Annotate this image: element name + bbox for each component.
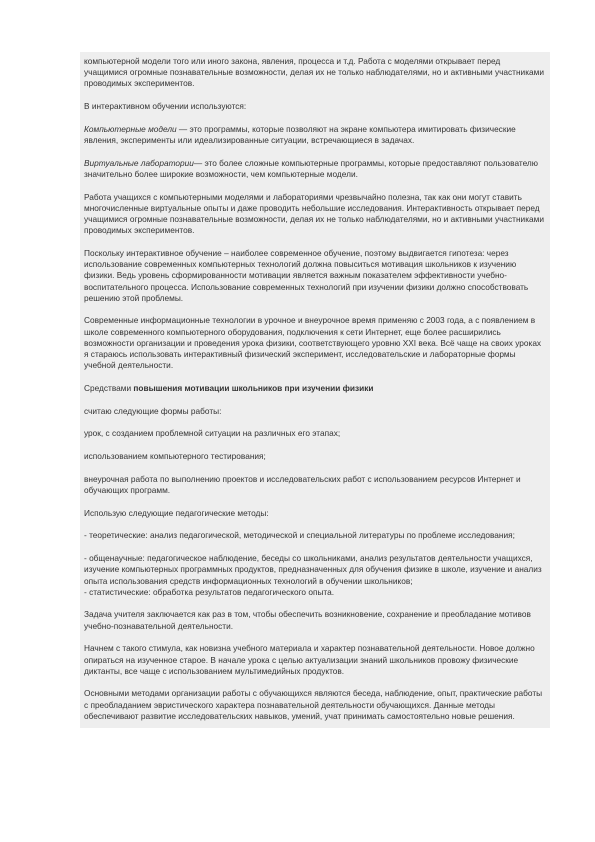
paragraph: считаю следующие формы работы: <box>84 405 222 416</box>
paragraph-definition <box>84 158 546 180</box>
paragraph: - общенаучные: педагогическое наблюдение, беседы со школьниками, анализ результатов деятельности учащихся, изучение компьютерных программных продуктов, предназначенных для обучения физике в школе, изучение и анализ опыта использования средств информационных технологий в обучении школьников; <box>84 553 542 586</box>
paragraph: - статистические: обработка результатов педагогического опыта. <box>84 586 335 597</box>
heading-bold: повышения мотивации школьников при изучении физики <box>133 382 374 393</box>
term-virtual-labs: Виртуальные лаборатории <box>84 157 194 168</box>
paragraph: внеурочная работа по выполнению проектов и исследовательских работ с использованием ресурсов Интернет и обучающих программ. <box>84 473 521 495</box>
paragraph: Работа учащихся с компьютерными моделями и лабораториями чрезвычайно полезна, так как они могут ставить многочисленные виртуальные опыты и даже проводить небольшие исследования. Интерактивность открывает перед учащимися огромные познавательные возможности, делая их не только наблюдателями, но и активными участниками проводимых экспериментов. <box>84 191 544 236</box>
term-computer-models: Компьютерные модели <box>84 123 177 134</box>
paragraph: В интерактивном обучении используются: <box>84 101 247 112</box>
paragraph: Использую следующие педагогические методы: <box>84 507 269 518</box>
paragraph: урок, с созданием проблемной ситуации на различных его этапах; <box>84 428 341 439</box>
definition-text: — это более сложные компьютерные программы, которые предоставляют пользователю значительно более широкие возможности, чем компьютерные модели. <box>84 157 538 179</box>
paragraph: Основными методами организации работы с обучающихся являются беседа, наблюдение, опыт, практические работы с преобладанием эвристического характера познавательной деятельности обучающихся. Данные методы обеспечивают развитие исследовательских навыков, умений, учат принимать самостоятельно новые решения. <box>84 688 543 721</box>
document-body <box>80 52 550 728</box>
paragraph: - теоретические: анализ педагогической, методической и специальной литературы по проблеме исследования; <box>84 530 515 541</box>
paragraph: Начнем с такого стимула, как новизна учебного материала и характер познавательной деятельности. Новое должно опираться на изученное старое. В начале урока с целью актуализации знаний школьников провожу физические диктанты, все чаще с использованием мультимедийных продуктов. <box>84 643 535 676</box>
heading-lead: Средствами <box>84 382 134 393</box>
paragraph: использованием компьютерного тестирования; <box>84 451 266 462</box>
paragraph-definition <box>84 124 546 146</box>
paragraph: компьютерной модели того или иного закона, явления, процесса и т.д. Работа с моделями открывает перед учащимися огромные познавательные возможности, делая их не только наблюдателями, но и активными участниками проводимых экспериментов. <box>84 56 544 89</box>
paragraph-heading <box>84 383 546 394</box>
definition-text: — это программы, которые позволяют на экране компьютера имитировать физические явления, эксперименты или идеализированные ситуации, встречающиеся в задачах. <box>84 123 516 146</box>
paragraph: Задача учителя заключается как раз в том, чтобы обеспечить возникновение, сохранение и преобладание мотивов учебно-познавательной деятельности. <box>84 609 531 631</box>
paragraph: Современные информационные технологии в урочное и внеурочное время применяю с 2003 года, а с появлением в школе современного компьютерного оборудования, подключения к сети Интернет, еще более расширились возможности организации и проведения урока физики, соответствующего уровню XXI века. Всё чаще на своих уроках я стараюсь использовать интерактивный физический эксперимент, исследовательские и лабораторные формы учебной деятельности. <box>84 315 542 371</box>
paragraph: Поскольку интерактивное обучение – наиболее современное обучение, поэтому выдвигается гипотеза: через использование современных компьютерных технологий должна повыситься мотивация школьников к изучению физики. Ведь уровень сформированности мотивации является важным показателем эффективности учебно-воспитательного процесса. Использование современных технологий при изучении физики должно способствовать решению этой проблемы. <box>84 247 529 303</box>
